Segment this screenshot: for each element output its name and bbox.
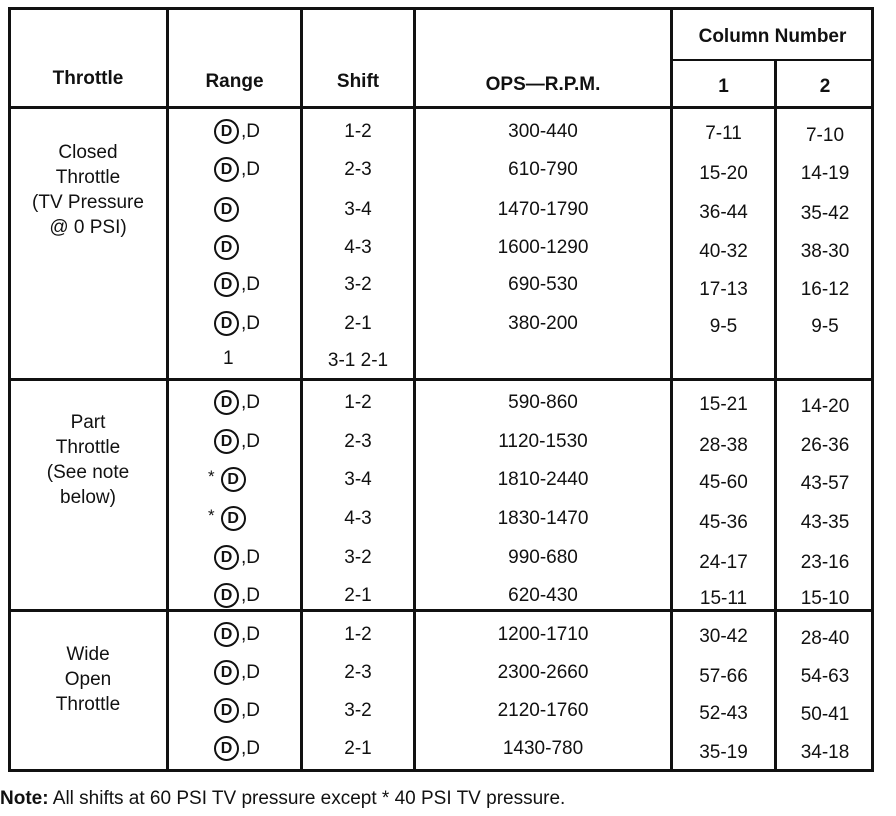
shift-cell: 2-3 xyxy=(344,662,372,683)
throttle-group-label-line: (TV Pressure xyxy=(32,192,144,213)
header-column-number: Column Number xyxy=(698,26,847,47)
header-bottom-rule xyxy=(9,106,873,109)
ops-rpm-cell: 990-680 xyxy=(508,547,578,568)
throttle-group-label-line: (See note xyxy=(46,462,130,483)
column-2-cell: 28-40 xyxy=(800,628,850,649)
shift-cell: 2-3 xyxy=(344,431,372,452)
range-cell xyxy=(214,660,260,685)
header-ops-rpm: OPS—R.P.M. xyxy=(485,74,601,95)
range-suffix: ,D xyxy=(241,661,260,683)
column-1-cell: 52-43 xyxy=(699,703,748,724)
ops-rpm-cell: 380-200 xyxy=(508,313,578,334)
range-cell xyxy=(214,119,260,144)
throttle-group-label-line: Wide xyxy=(66,644,110,665)
column-2-cell: 16-12 xyxy=(800,279,850,300)
shift-cell: 3-1 2-1 xyxy=(327,350,389,371)
range-cell xyxy=(214,429,260,454)
throttle-group-label-line: Part xyxy=(70,412,106,433)
column-1-cell: 45-36 xyxy=(699,512,748,533)
header-column-1: 1 xyxy=(718,76,729,97)
column-1-cell: 7-11 xyxy=(705,123,742,144)
column-2-cell: 15-10 xyxy=(800,588,850,609)
column-2-cell: 26-36 xyxy=(800,435,850,456)
shift-cell: 2-1 xyxy=(344,313,372,334)
throttle-group-label-line: Closed xyxy=(58,142,118,163)
overdrive-circle-icon: D xyxy=(214,390,239,415)
column-2-cell: 23-16 xyxy=(800,552,850,573)
throttle-group-label-line: below) xyxy=(60,487,116,508)
throttle-group-label-line: Throttle xyxy=(55,694,121,715)
range-cell xyxy=(214,545,260,570)
divider-throttle-range xyxy=(166,8,169,771)
shift-cell: 3-2 xyxy=(344,274,372,295)
shift-cell: 3-4 xyxy=(344,469,372,490)
footnote-label: Note: xyxy=(0,788,49,809)
column-2-cell: 14-20 xyxy=(800,396,850,417)
throttle-group-label xyxy=(10,642,166,717)
footnote xyxy=(0,788,565,810)
overdrive-circle-icon: D xyxy=(214,157,239,182)
overdrive-circle-icon: D xyxy=(214,545,239,570)
ops-rpm-cell: 1430-780 xyxy=(502,738,584,759)
range-cell xyxy=(214,622,260,647)
shift-cell: 2-1 xyxy=(344,585,372,606)
footnote-text: All shifts at 60 PSI TV pressure except * 40 PSI TV pressure. xyxy=(48,788,566,809)
range-suffix: ,D xyxy=(241,158,260,180)
range-suffix: ,D xyxy=(241,699,260,721)
shift-cell: 3-2 xyxy=(344,547,372,568)
ops-rpm-cell: 1200-1710 xyxy=(497,624,589,645)
shift-cell: 4-3 xyxy=(344,508,372,529)
ops-rpm-cell: 2300-2660 xyxy=(497,662,589,683)
group-rule-1 xyxy=(9,378,873,381)
range-suffix: ,D xyxy=(241,546,260,568)
header-column-2: 2 xyxy=(819,76,831,97)
column-1-cell: 36-44 xyxy=(699,202,748,223)
range-cell xyxy=(208,467,246,492)
throttle-group-label-line: Throttle xyxy=(55,437,121,458)
asterisk-mark: * xyxy=(208,505,215,525)
column-1-cell: 28-38 xyxy=(699,435,748,456)
column-1-cell: 17-13 xyxy=(699,279,748,300)
overdrive-circle-icon: D xyxy=(221,467,246,492)
overdrive-circle-icon: D xyxy=(214,272,239,297)
ops-rpm-cell: 2120-1760 xyxy=(497,700,589,721)
header-shift: Shift xyxy=(336,71,380,92)
ops-rpm-cell: 1810-2440 xyxy=(497,469,589,490)
overdrive-circle-icon: D xyxy=(214,197,239,222)
column-2-cell: 38-30 xyxy=(800,241,850,262)
range-cell xyxy=(214,390,260,415)
ops-rpm-cell: 610-790 xyxy=(508,159,578,180)
range-suffix: ,D xyxy=(241,584,260,606)
range-cell xyxy=(214,698,260,723)
header-subrule xyxy=(672,59,872,61)
range-suffix: ,D xyxy=(241,391,260,413)
throttle-group-label xyxy=(10,410,166,510)
overdrive-circle-icon: D xyxy=(214,311,239,336)
column-1-cell: 35-19 xyxy=(699,742,748,763)
asterisk-mark: * xyxy=(208,466,215,486)
shift-cell: 1-2 xyxy=(344,392,372,413)
range-suffix: ,D xyxy=(241,737,260,759)
range-cell xyxy=(214,235,239,260)
overdrive-circle-icon: D xyxy=(214,698,239,723)
column-1-cell: 30-42 xyxy=(699,626,748,647)
column-2-cell: 9-5 xyxy=(811,316,839,337)
ops-rpm-cell: 1120-1530 xyxy=(498,431,588,452)
ops-rpm-cell: 690-530 xyxy=(508,274,578,295)
shift-cell: 4-3 xyxy=(344,237,372,258)
throttle-group-label-line: Throttle xyxy=(55,167,121,188)
overdrive-circle-icon: D xyxy=(214,429,239,454)
range-cell xyxy=(223,348,234,370)
overdrive-circle-icon: D xyxy=(221,506,246,531)
ops-rpm-cell: 1470-1790 xyxy=(497,199,589,220)
range-cell xyxy=(214,272,260,297)
shift-cell: 2-1 xyxy=(344,738,372,759)
shift-cell: 1-2 xyxy=(344,624,372,645)
ops-rpm-cell: 620-430 xyxy=(508,585,578,606)
column-1-cell: 45-60 xyxy=(699,472,748,493)
overdrive-circle-icon: D xyxy=(214,622,239,647)
column-2-cell: 7-10 xyxy=(805,125,845,146)
shift-cell: 2-3 xyxy=(344,159,372,180)
overdrive-circle-icon: D xyxy=(214,119,239,144)
range-cell xyxy=(214,311,260,336)
column-1-cell: 15-20 xyxy=(699,163,748,184)
overdrive-circle-icon: D xyxy=(214,235,239,260)
column-2-cell: 34-18 xyxy=(800,742,850,763)
range-suffix: ,D xyxy=(241,120,260,142)
column-1-cell: 40-32 xyxy=(699,241,748,262)
throttle-group-label-line: @ 0 PSI) xyxy=(49,217,127,238)
range-cell xyxy=(214,736,260,761)
ops-rpm-cell: 300-440 xyxy=(508,121,578,142)
column-2-cell: 43-57 xyxy=(800,473,850,494)
overdrive-circle-icon: D xyxy=(214,583,239,608)
throttle-group-label xyxy=(10,140,166,240)
shift-cell: 3-4 xyxy=(344,199,372,220)
range-suffix: ,D xyxy=(241,623,260,645)
header-throttle: Throttle xyxy=(52,68,124,89)
range-suffix: ,D xyxy=(241,312,260,334)
column-2-cell: 43-35 xyxy=(800,512,850,533)
range-suffix: ,D xyxy=(241,430,260,452)
ops-rpm-cell: 1830-1470 xyxy=(497,508,589,529)
overdrive-circle-icon: D xyxy=(214,660,239,685)
column-1-cell: 57-66 xyxy=(699,666,748,687)
column-1-cell: 15-11 xyxy=(699,588,748,609)
column-2-cell: 50-41 xyxy=(800,704,850,725)
column-2-cell: 35-42 xyxy=(800,203,850,224)
shift-cell: 3-2 xyxy=(344,700,372,721)
column-2-cell: 14-19 xyxy=(800,163,850,184)
column-1-cell: 15-21 xyxy=(699,394,748,415)
throttle-group-label-line: Open xyxy=(64,669,112,690)
overdrive-circle-icon: D xyxy=(214,736,239,761)
range-text: 1 xyxy=(223,348,234,369)
range-cell xyxy=(214,583,260,608)
ops-rpm-cell: 1600-1290 xyxy=(497,237,589,258)
column-1-cell: 24-17 xyxy=(699,552,748,573)
column-2-cell: 54-63 xyxy=(800,666,850,687)
ops-rpm-cell: 590-860 xyxy=(508,392,578,413)
column-1-cell: 9-5 xyxy=(709,316,738,337)
range-cell xyxy=(208,506,246,531)
range-cell xyxy=(214,157,260,182)
header-range: Range xyxy=(205,71,264,92)
range-suffix: ,D xyxy=(241,273,260,295)
range-cell xyxy=(214,197,239,222)
shift-cell: 1-2 xyxy=(344,121,372,142)
